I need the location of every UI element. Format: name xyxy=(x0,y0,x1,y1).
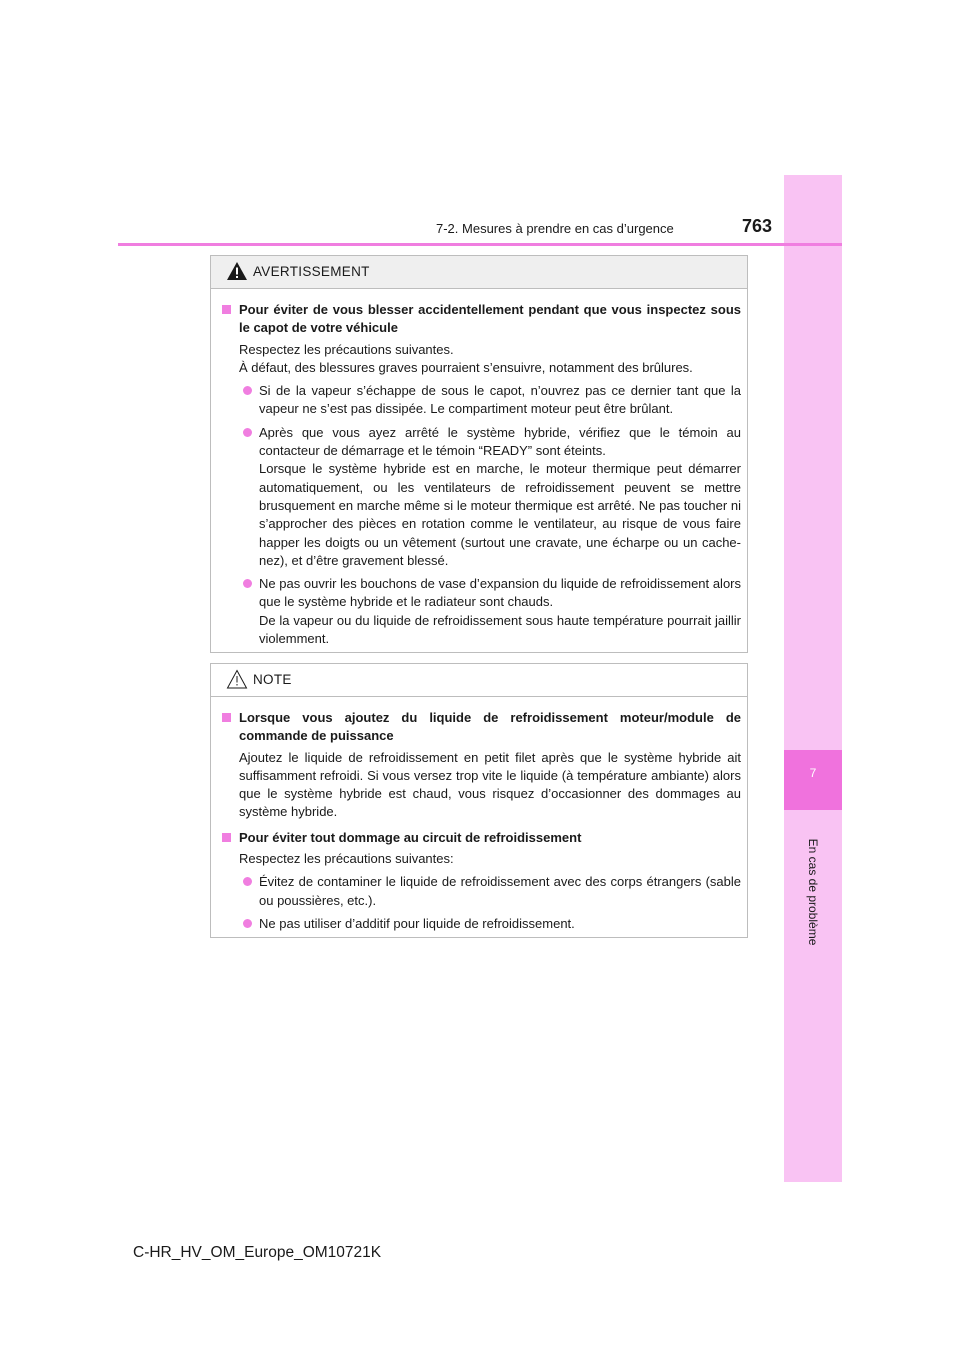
note-bullet: Ne pas utiliser d’additif pour liquide de refroidissement. xyxy=(239,915,741,933)
warning-triangle-filled-icon xyxy=(226,261,248,281)
round-bullet-icon xyxy=(243,386,252,395)
section-header-title: 7-2. Mesures à prendre en cas d’urgence xyxy=(436,221,674,236)
header-rule xyxy=(118,243,842,246)
note-section-title: Pour éviter tout dommage au circuit de refroidissement xyxy=(219,829,741,847)
note-section-body: Respectez les précautions suivantes: xyxy=(239,851,454,867)
round-bullet-icon xyxy=(243,579,252,588)
round-bullet-icon xyxy=(243,877,252,886)
note-content xyxy=(211,697,747,933)
square-bullet-icon xyxy=(222,713,231,722)
round-bullet-icon xyxy=(243,428,252,437)
chapter-side-tab xyxy=(784,175,842,1182)
document-code-footer: C-HR_HV_OM_Europe_OM10721K xyxy=(133,1244,382,1261)
warning-label: AVERTISSEMENT xyxy=(253,264,370,279)
page-number: 763 xyxy=(742,216,773,236)
note-label: NOTE xyxy=(253,672,292,687)
warning-triangle-outline-icon xyxy=(226,669,248,689)
warning-intro: Respectez les précautions suivantes. À défaut, des blessures graves pourraient s’ensuivre, notamment des brûlures. xyxy=(239,341,693,375)
chapter-number: 7 xyxy=(809,766,817,780)
warning-bullet: Si de la vapeur s’échappe de sous le capot, n’ouvrez pas ce dernier tant que la vapeur ne s’est pas dissipée. Le compartiment moteur peut être brûlant. xyxy=(239,382,741,419)
chapter-number-tab xyxy=(784,750,842,810)
note-box-header xyxy=(211,664,747,697)
round-bullet-icon xyxy=(243,919,252,928)
warning-box xyxy=(210,255,748,653)
square-bullet-icon xyxy=(222,833,231,842)
warning-content xyxy=(211,289,747,648)
warning-bullet: Après que vous ayez arrêté le système hybride, vérifiez que le témoin au contacteur de démarrage et le témoin “READY” sont éteints. Lorsque le système hybride est en marche, le moteur thermique peut démarrer automatiquement, ou les ventilateurs de refroidissement peuvent se mettre brusquement en marche même si le moteur thermique est arrêté. Ne pas toucher ni s’approcher des pièces en rotation comme le ventilateur, au risque de vous faire happer les doigts ou un vêtement (surtout une cravate, une écharpe ou un cache-nez), et d’être gravement blessé. xyxy=(239,424,741,570)
note-box xyxy=(210,663,748,938)
note-section-title: Lorsque vous ajoutez du liquide de refroidissement moteur/module de commande de puissance xyxy=(219,709,741,746)
warning-box-header xyxy=(211,256,747,289)
warning-section-title: Pour éviter de vous blesser accidentellement pendant que vous inspectez sous le capot de votre véhicule xyxy=(219,301,741,338)
chapter-title: En cas de problème xyxy=(806,838,820,946)
warning-bullet: Ne pas ouvrir les bouchons de vase d’expansion du liquide de refroidissement alors que le système hybride et le radiateur sont chauds. De la vapeur ou du liquide de refroidissement sous haute température pourrait jaillir violemment. xyxy=(239,575,741,648)
square-bullet-icon xyxy=(222,305,231,314)
note-bullet: Évitez de contaminer le liquide de refroidissement avec des corps étrangers (sable ou poussières, etc.). xyxy=(239,873,741,910)
note-section-body: Ajoutez le liquide de refroidissement en petit filet après que le système hybride ait suffisamment refroidi. Si vous versez trop vite le liquide (à température ambiante) alors que le système hybride est chaud, vous risquez d’occasionner des dommages au système hybride. xyxy=(239,749,741,820)
